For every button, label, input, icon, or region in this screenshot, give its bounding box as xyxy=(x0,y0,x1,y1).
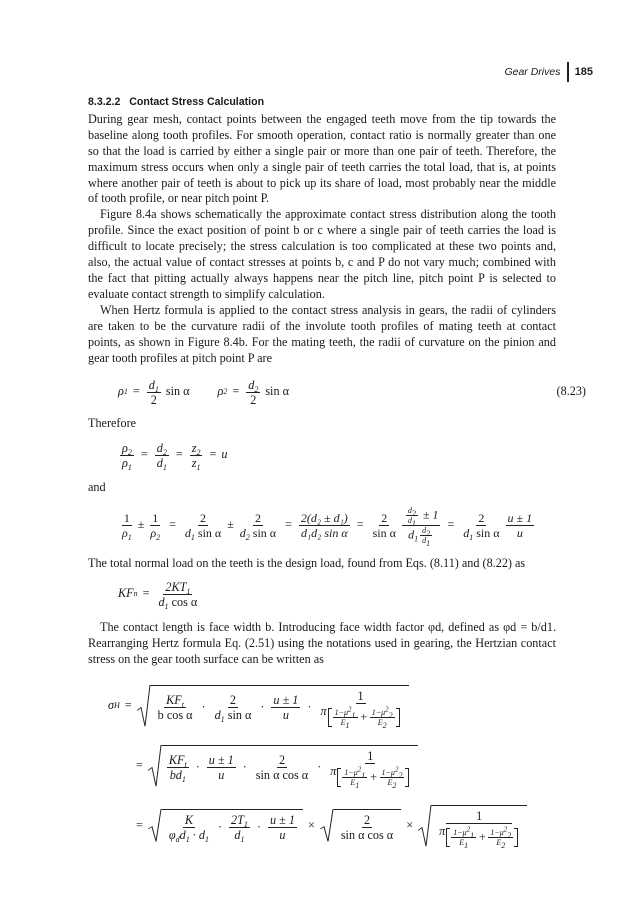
sqrt-symbol: 1 π $\frac{1-\mu^2_1}{E_1}$ + $\frac{1-\mu^2_2}{E_2}$ xyxy=(418,805,527,847)
page-body xyxy=(88,95,586,854)
sqrt-symbol: $\frac{2}{\text{sin α cos α}}$ xyxy=(320,809,401,842)
sqrt-symbol: $\frac{K}{\varphi_dd_1 \cdot d_1}$ · $\frac{2T_1}{d_1}$ · $\frac{u \pm 1}{u}$ xyxy=(148,809,303,842)
header-divider xyxy=(567,62,568,82)
equation-number: (8.23) xyxy=(556,384,586,399)
equation-ratio: $\frac{\rho_2}{\rho_1}$ = $\frac{d_2}{d_1}$ = $\frac{z_2}{z_1}$ = u xyxy=(122,440,228,472)
sqrt-symbol: $\frac{KF_t}{bd_1}$ · $\frac{u \pm 1}{u}$ · $\frac{2}{\text{sin α cos α}}$ · 1 π $\frac{1-\mu^2_1}{E_1}$ + $\frac{1-\mu^2_2}{E_2}$ xyxy=(148,745,419,787)
running-title: Gear Drives xyxy=(504,66,561,78)
paragraph-1: During gear mesh, contact points between the engaged teeth move from the tip towards the baseline along tooth profiles. For smooth operation, contact ratio is normally greater than one so that the load is carried by either a single pair or more than one pair of teeth. Therefore, the maximum stress occurs when only a single pair of teeth carries the total load, that is, at points where another pair of teeth is about to pick up its share of load, most probably near the middle of tooth profile, or near pitch point P. xyxy=(88,111,556,206)
equation-hertz-1: σ H = $\frac{KF_t}{\text{b cos α}}$ · $\frac{2}{d_1 \sin \alpha}$ · $\frac{u \pm 1}{u}$ · 1 π $\frac{1-\mu^2_1}{E_1}$ + $\frac{1-\mu^2_2}{E_2}$ xyxy=(108,678,556,734)
therefore-label: Therefore xyxy=(88,416,137,431)
section-heading xyxy=(88,95,556,111)
equation-8-23: ρ 1 = $\frac{d_1}{2}$ sin α ρ 2 = $\frac{d_2}{2}$ sin α (8.23) xyxy=(118,377,586,407)
equation-hertz-3: = $\frac{K}{\varphi_dd_1 \cdot d_1}$ · $\frac{2T_1}{d_1}$ · $\frac{u \pm 1}{u}$ × $\frac{2}{\text{sin α cos α}}$ × 1 π $\frac{1-\mu^2_1}{E_1}$ + $\frac{1-\mu^2_2}{E_2}$ xyxy=(136,798,556,854)
section-title: Contact Stress Calculation xyxy=(129,96,265,108)
section-number: 8.3.2.2 xyxy=(88,96,121,108)
equation-curvature-sum: $\frac{1}{\rho_1}$ ± $\frac{1}{\rho_2}$ = $\frac{2}{d_1 \sin \alpha}$ ± $\frac{2}{d_2 \sin \alpha}$ = $\frac{\text{2(d₂ ± d₁)}}{\text{d₁d₂ sin α}}$ = $\frac{2}{\text{sin α}}$ $\frac{d_2}{d_1}$ ± 1 $d_1$ $\frac{d_2}{d_1}$ = $\frac{2}{d_1 \sin \alpha}$ $\frac{u \pm 1}{u}$ xyxy=(122,505,533,548)
and-label: and xyxy=(88,480,106,495)
running-header xyxy=(504,62,593,82)
page-number: 185 xyxy=(574,66,593,78)
paragraph-4: The total normal load on the teeth is the design load, found from Eqs. (8.11) and (8.22) as xyxy=(88,556,526,571)
sqrt-symbol: $\frac{KF_t}{\text{b cos α}}$ · $\frac{2}{d_1 \sin \alpha}$ · $\frac{u \pm 1}{u}$ · 1 π $\frac{1-\mu^2_1}{E_1}$ + $\frac{1-\mu^2_2}{E_2}$ xyxy=(137,685,409,727)
paragraph-3: When Hertz formula is applied to the contact stress analysis in gears, the radii of cylinders are taken to be the curvature radii of the involute tooth profiles of mating teeth at contact points, as shown in Figure 8.4b. For the mating teeth, the radii of curvature on the pinion and gear tooth profiles at pitch point P are xyxy=(88,302,556,365)
paragraph-5: The contact length is face width b. Introducing face width factor φd, defined as φd = b/d1. Rearranging Hertz formula Eq. (2.51) using the notations used in gearing, the Hertzian contact stress on the gear tooth surface can be written as xyxy=(88,620,556,666)
equation-hertz-2: = $\frac{KF_t}{bd_1}$ · $\frac{u \pm 1}{u}$ · $\frac{2}{\text{sin α cos α}}$ · 1 π $\frac{1-\mu^2_1}{E_1}$ + $\frac{1-\mu^2_2}{E_2}$ xyxy=(136,738,556,794)
equation-normal-load: KF n = $\frac{2KT_1}{d_1 \cos \alpha}$ xyxy=(118,579,198,611)
paragraph-2: Figure 8.4a shows schematically the approximate contact stress distribution along the tooth profile. Since the exact position of point b or c where a single pair of teeth carries the load is difficult to locate precisely; the stress calculation is too complicated at these two points and, also, the actual value of contact stresses at points b, c and P do not vary much; combined with the fact that pitting actually always happens near the pitch line, pitch point P is selected to evaluate contact strength to simplify calculation. xyxy=(88,207,556,301)
